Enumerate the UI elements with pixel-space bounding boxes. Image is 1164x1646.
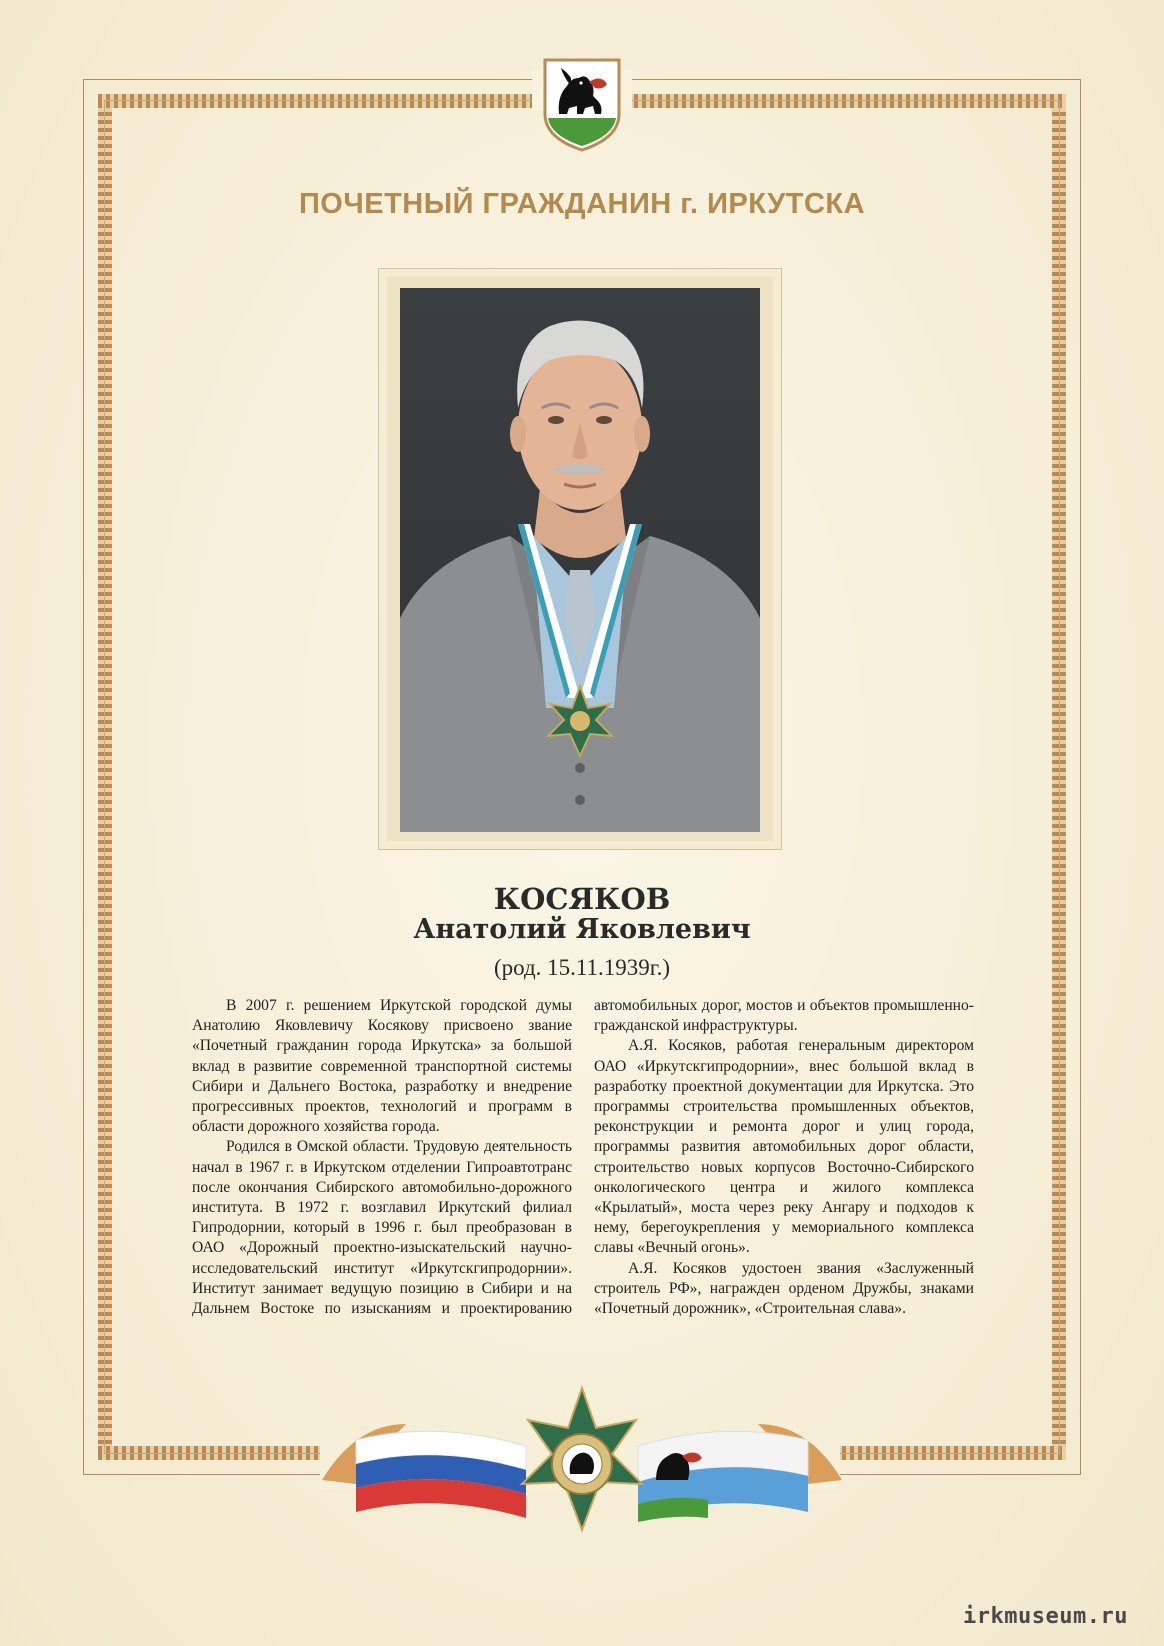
website-watermark[interactable]: irkmuseum.ru — [963, 1604, 1128, 1629]
person-birth-date: (род. 15.11.1939г.) — [493, 955, 671, 980]
portrait-icon — [400, 288, 760, 832]
biography-paragraph: А.Я. Косяков, работая генеральным директором ОАО «Иркутскгипродорнии», внес большой вклад в разработку проектной документации для Иркутска. Это программы строительства промышленных объектов, реконструкции и ремонта дорог и улиц города, программы развития автомобильных дорог области, строительство новых корпусов Восточно-Сибирского онкологического центра и жилого комплекса «Крылатый», моста через реку Ангару и подходов к нему, берегоукрепления у мемориального комплекса славы «Вечный огонь». — [594, 1037, 974, 1257]
biography-paragraph: Родился в Омской области. Трудовую деятельность начал в 1967 г. в Иркутском отделении Гипроавтотранс после окончания Сибирского автомобильно-дорожного института. В 1972 г. возглавил Иркутский филиал Гипродорнии, который в 1996 г. был преобразован в ОАО «Дорожный проектно-изыскательский научно-исследовательский институт «Иркутскгипродорнии». Институт занимает ведущую позицию в Сибири и на Дальнем Востоке по изысканиям и проектированию автомобильных дорог, мостов и объектов промышленно-гражданской инфраструктуры. — [192, 997, 974, 1318]
person-given-names: Анатолий Яковлевич — [413, 914, 751, 945]
biography-text — [192, 996, 974, 1380]
biography-paragraph: А.Я. Косяков удостоен звания «Заслуженный строитель РФ», награжден орденом Дружбы, знаками «Почетный дорожник», «Строительная слава». — [594, 1259, 974, 1318]
biography-paragraph: В 2007 г. решением Иркутской городской думы Анатолию Яковлевичу Косякову присвоено звание «Почетный гражданин города Иркутска» за большой вклад в развитие современной транспортной системы Сибири и Дальнего Востока, разработку и внедрение прогрессивных проектов, технологий и программ в области дорожного хозяйства города. — [192, 997, 572, 1136]
honorary-citizen-badge-icon — [316, 1384, 848, 1540]
irkutsk-coat-of-arms-icon — [541, 56, 623, 152]
portrait-photo — [400, 288, 760, 832]
person-surname: КОСЯКОВ — [493, 882, 671, 916]
page-title: ПОЧЕТНЫЙ ГРАЖДАНИН г. ИРКУТСКА — [298, 188, 866, 220]
